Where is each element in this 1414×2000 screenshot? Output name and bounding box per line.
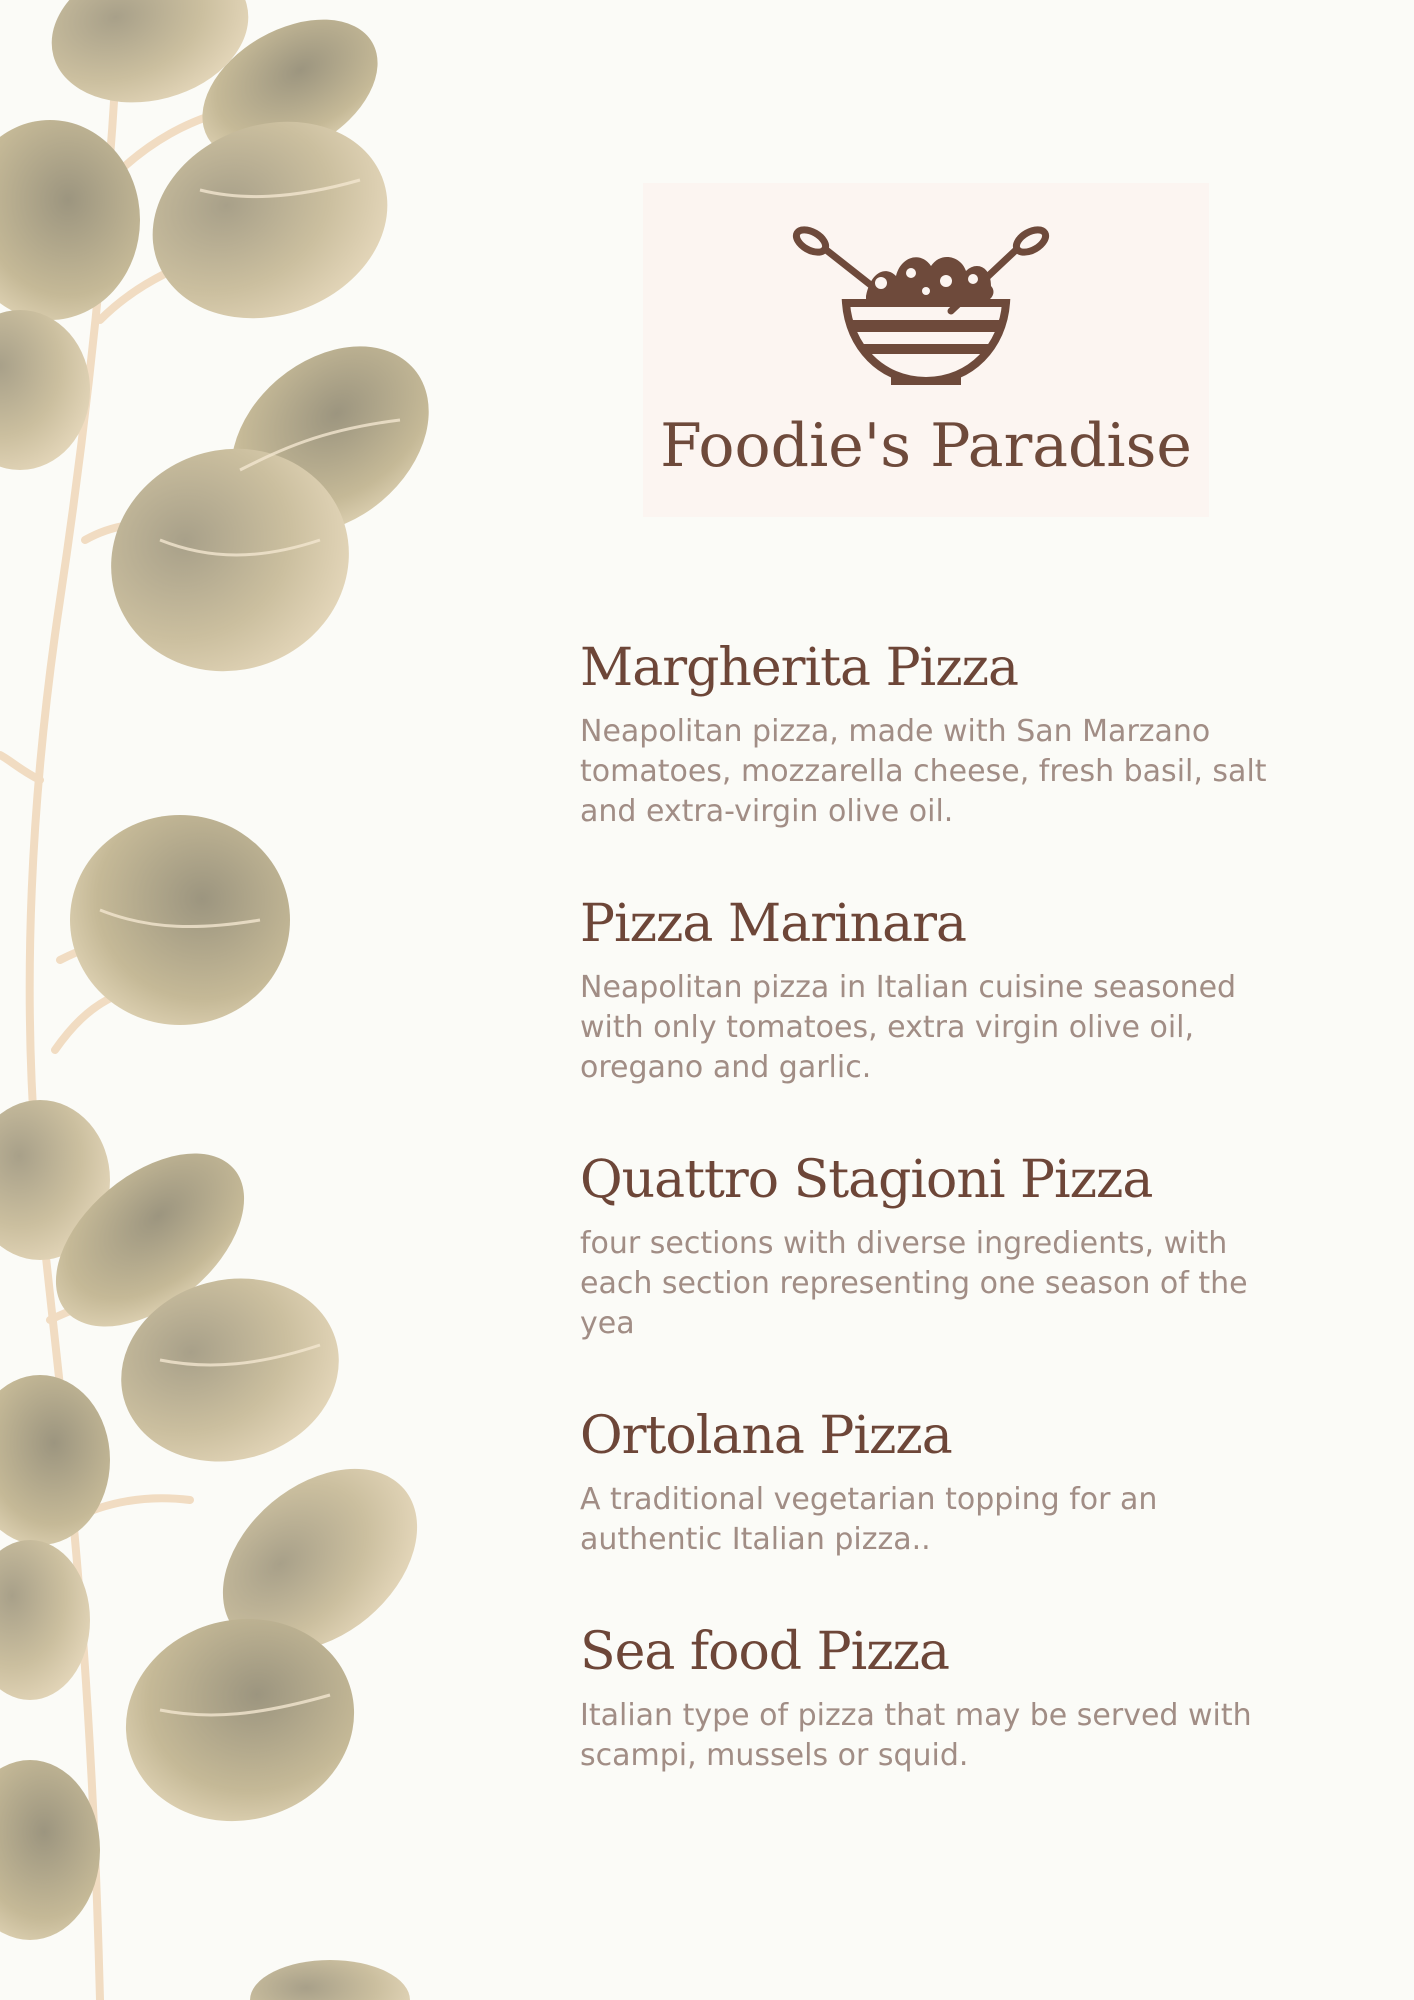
menu-item-name: Ortolana Pizza (580, 1406, 952, 1466)
menu-item-name: Margherita Pizza (580, 638, 1018, 698)
menu-item-description: Italian type of pizza that may be served with scampi, mussels or squid. (580, 1698, 1252, 1773)
menu-item (580, 630, 1340, 832)
menu-item (580, 1142, 1340, 1344)
menu-item (580, 886, 1340, 1088)
menu-item-name: Pizza Marinara (580, 894, 967, 954)
menu-item (580, 1614, 1340, 1776)
menu-item-description: A traditional vegetarian topping for an authentic Italian pizza.. (580, 1482, 1158, 1557)
menu-item-name: Quattro Stagioni Pizza (580, 1150, 1153, 1210)
salad-bowl-icon (781, 221, 1071, 391)
menu-item-name: Sea food Pizza (580, 1622, 950, 1682)
menu-list (580, 630, 1340, 1776)
menu-item-description: four sections with diverse ingredients, with each section representing one season of the yea (580, 1226, 1248, 1341)
logo-card (643, 183, 1209, 517)
menu-item-description: Neapolitan pizza, made with San Marzano tomatoes, mozzarella cheese, fresh basil, salt and extra-virgin olive oil. (580, 714, 1267, 829)
menu-item (580, 1398, 1340, 1560)
brand-name: Foodie's Paradise (660, 411, 1192, 481)
menu-item-description: Neapolitan pizza in Italian cuisine seasoned with only tomatoes, extra virgin olive oil, oregano and garlic. (580, 970, 1237, 1085)
eucalyptus-leaves-illustration (0, 0, 460, 2000)
